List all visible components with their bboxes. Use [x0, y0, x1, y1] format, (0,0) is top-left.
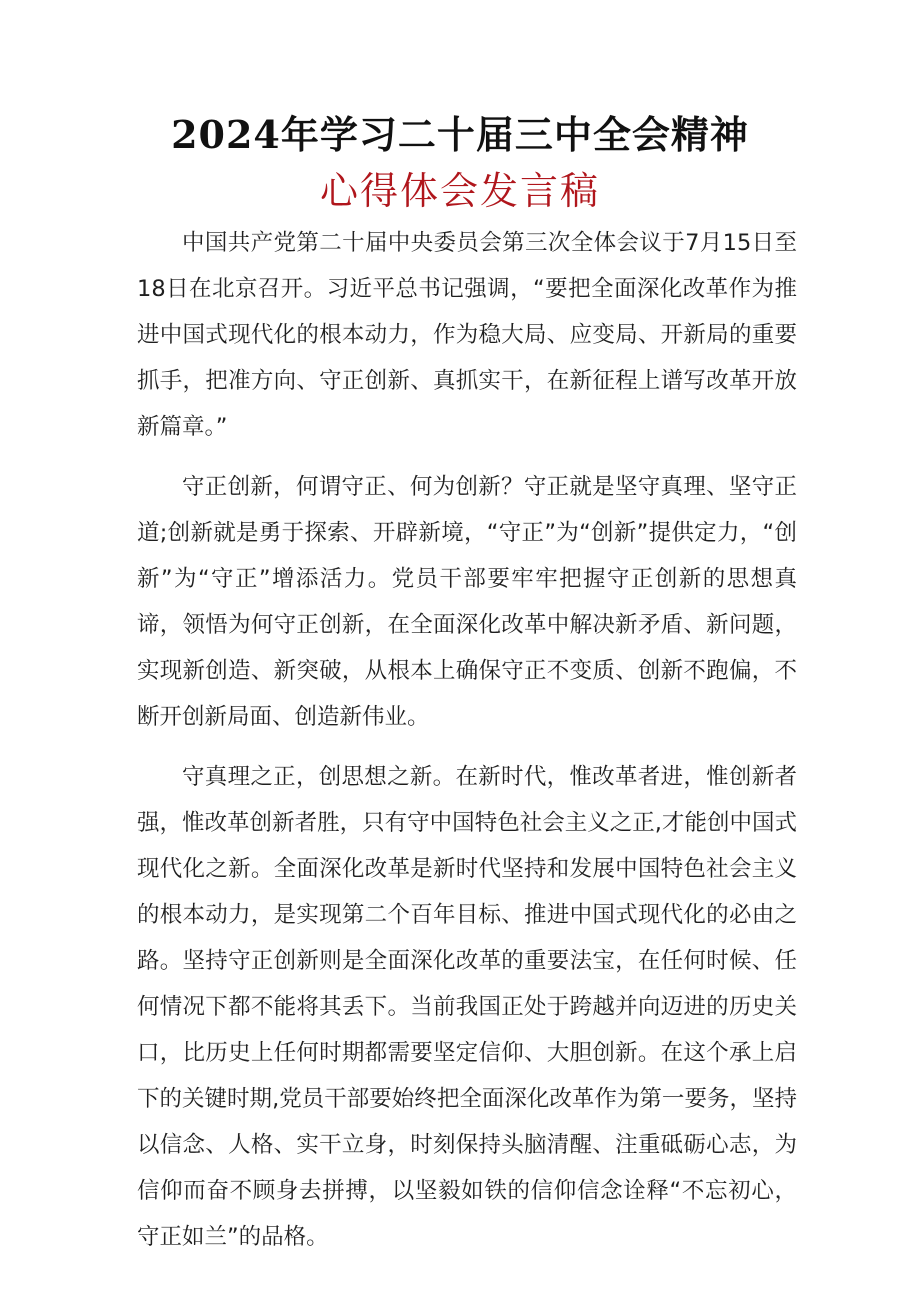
paragraph-2: 守正创新，何谓守正、何为创新？守正就是坚守真理、坚守正道;创新就是勇于探索、开辟新境，“守正”为“创新”提供定力，“创新”为“守正”增添活力。党员干部要牢牢把握守正创新的思想真谛，领悟为何守正创新，在全面深化改革中解决新矛盾、新问题，实现新创造、新突破，从根本上确保守正不变质、创新不跑偏，不断开创新局面、创造新伟业。: [137, 474, 797, 730]
paragraph-1: 中国共产党第二十届中央委员会第三次全体会议于7月15日至18日在北京召开。习近平总书记强调，“要把全面深化改革作为推进中国式现代化的根本动力，作为稳大局、应变局、开新局的重要抓手，把准方向、守正创新、真抓实干，在新征程上谱写改革开放新篇章。”: [137, 230, 797, 440]
title-line-2: 心得体会发言稿: [319, 169, 600, 213]
paragraph-3: 守真理之正，创思想之新。在新时代，惟改革者进，惟创新者强，惟改革创新者胜，只有守中国特色社会主义之正,才能创中国式现代化之新。全面深化改革是新时代坚持和发展中国特色社会主义的根本动力，是实现第二个百年目标、推进中国式现代化的必由之路。坚持守正创新则是全面深化改革的重要法宝，在任何时候、任何情况下都不能将其丢下。当前我国正处于跨越并向迈进的历史关口，比历史上任何时期都需要坚定信仰、大胆创新。在这个承上启下的关键时期,党员干部要始终把全面深化改革作为第一要务，坚持以信念、人格、实干立身，时刻保持头脑清醒、注重砥砺心志，为信仰而奋不顾身去拼搏，以坚毅如铁的信仰信念诠释“不忘初心，守正如兰”的品格。: [137, 764, 797, 1250]
document-body: [137, 220, 797, 1274]
title-line-1: 2024年学习二十届三中全会精神: [171, 112, 749, 157]
